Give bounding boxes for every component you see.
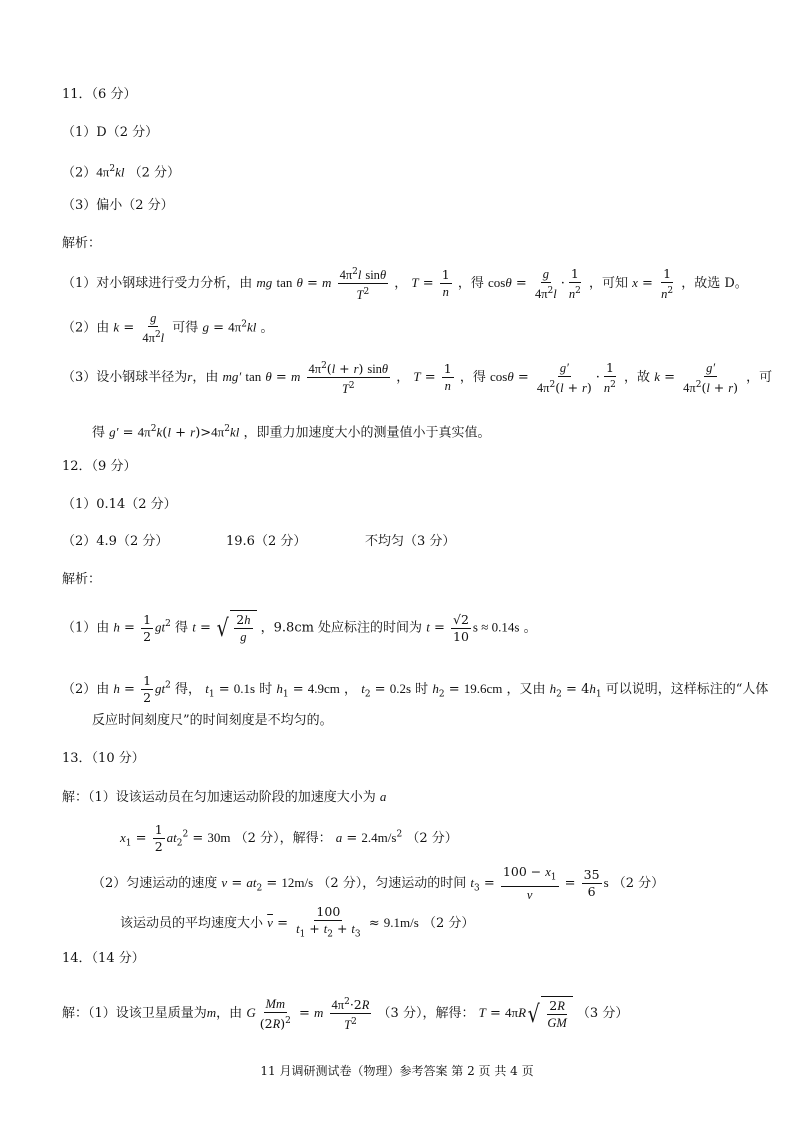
q11-step-1: （1）对小钢球进行受力分析，由 mg tan θ = m $\frac{4\pi^2l \sin\theta}{T^2}$ ， T = $\frac{1}{n}$ ，得 cosθ = $\frac{g}{4\pi^2l}$ · $\frac{1}{n^2}$ ，可知 x = $\frac{1}{n^2}$ ，故选 D。 xyxy=(62,265,748,303)
q13-line-3: （2）匀速运动的速度 $v = at_2 = 12m/s$ （2 分），匀速运动的时间 $t_3$ = $\frac{100 - x_1}{v}$ = $\frac{35}{6}$ s （2 分） xyxy=(92,864,665,902)
q13-line-1: 解：（1）设该运动员在匀加速运动阶段的加速度大小为 a xyxy=(62,789,387,805)
q14-line-1: 解：（1）设该卫星质量为m，由 G $\frac{Mm}{(2R)^2}$ = m $\frac{4\pi^2\cdot 2R}{T^2}$ （3 分），解得： T = 4πR √ $\frac{2R}{GM}$ （3 分） xyxy=(62,994,628,1033)
q13-line-2: $x_1$ = $\frac{1}{2}$ $at_2^2 = 30m$ （2 分），解得： $a = 2.4m/s^2$ （2 分） xyxy=(120,822,458,854)
q11-step-3-cont: 得 $g' = 4\pi^2k(l + r)>4\pi^2kl$ ，即重力加速度大小的测量值小于真实值。 xyxy=(92,424,491,441)
q11-answer-1: （1）D（2 分） xyxy=(62,125,159,140)
q12-analysis-label: 解析： xyxy=(62,572,102,587)
q14-title: 14．（14 分） xyxy=(62,951,145,966)
q12-answer-2c: 不均匀（3 分） xyxy=(365,534,456,549)
q12-title: 12．（9 分） xyxy=(62,459,137,474)
q12-answer-2b: 19.6（2 分） xyxy=(226,534,307,549)
q12-step-1: （1）由 h = $\frac{1}{2}$ $gt^2$ 得 t = √ $\frac{2h}{g}$ ，9.8cm 处应标注的时间为 t = $\frac{√2}{10}$ s ≈ 0.14s 。 xyxy=(62,611,537,644)
q11-answer-2: $(2)4\pi^2kl$ （2 分） xyxy=(62,164,181,181)
q12-step-2-cont: 反应时间刻度尺”的时间刻度是不均匀的。 xyxy=(92,713,333,728)
q11-title: 11．（6 分） xyxy=(62,87,137,102)
q12-answer-2a: （2）4.9（2 分） xyxy=(62,534,169,549)
q11-step-2: （2）由 k = $\frac{g}{4\pi^2l}$ 可得 $g = 4\pi^2kl$ 。 xyxy=(62,311,274,346)
q13-title: 13．（10 分） xyxy=(62,751,145,766)
q12-step-2: （2）由 h = $\frac{1}{2}$ $gt^2$ 得， $t_1 = 0.1s$ 时 $h_1 = 4.9cm$ ， $t_2 = 0.2s$ 时 $h_2 = 19.6cm$ ，又由 $h_2 = 4h_1$ 可以说明，这样标注的“人体 xyxy=(62,673,769,705)
q12-answer-1: （1）0.14（2 分） xyxy=(62,497,177,512)
q13-line-4: 该运动员的平均速度大小 $\overline{v}$ = $\frac{100}{t_1 + t_2 + t_3}$ ≈ 9.1m/s （2 分） xyxy=(120,904,475,940)
page-footer: 11 月调研测试卷（物理）参考答案 第 2 页 共 4 页 xyxy=(260,1064,534,1078)
q11-answer-3: （3）偏小（2 分） xyxy=(62,198,174,213)
q11-step-3: （3）设小钢球半径为r，由 mg′ tan θ = m $\frac{4\pi^2(l + r) \sin\theta}{T^2}$ ， T = $\frac{1}{n}$ ，得 cosθ = $\frac{g'}{4\pi^2(l + r)}$ · $\frac{1}{n^2}$ ，故 k = $\frac{g'}{4\pi^2(l + r)}$ ，可 xyxy=(62,359,773,397)
q11-analysis-label: 解析： xyxy=(62,236,102,251)
